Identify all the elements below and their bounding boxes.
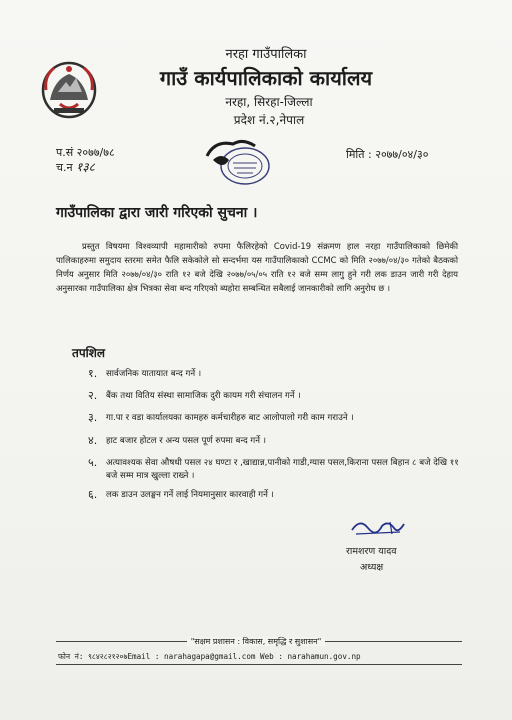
- office-province: प्रदेश नं.२,नेपाल: [233, 113, 305, 127]
- office-address: नरहा, सिरहा-जिल्ला: [225, 95, 313, 109]
- list-item: ५. अत्यावश्यक सेवा औषधी पसल २४ घण्टा र ,खाद्यान्न,पानीको गाडी,ग्यास पसल,किराना पसल बिहान ८ बजे देखि ११ बजे सम्म मात्र खुल्ला राख्ने ।: [88, 456, 459, 481]
- office-name: गाउँ कार्यपालिकाको कार्यालय: [159, 66, 373, 90]
- details-heading: तपशिल: [72, 346, 106, 360]
- list-item: ६. लक डाउन उलङ्घन गर्ने लाई नियमानुसार कारवाही गर्ने ।: [88, 488, 274, 501]
- signatory-title: अध्यक्ष: [360, 562, 384, 573]
- letterhead: [0, 44, 512, 128]
- signature-icon: [350, 516, 406, 538]
- list-item: ३. गा.पा र वडा कार्यालयका कामहरु कर्मचारीहरु बाट आलोपालो गरी काम गराउने ।: [88, 411, 354, 424]
- municipality-name: नरहा गाउँपालिका: [225, 47, 307, 62]
- footer-divider-bottom: [56, 664, 462, 665]
- notice-date: मिति : २०७७/०४/३०: [346, 148, 429, 161]
- notice-paragraph: प्रस्तुत विषयमा विश्वव्यापी महामारीको रुपमा फैलिरहेको Covid-19 संक्रमण हाल नरहा गाउँपालिकाको छिमेकी पालिकाहरुमा समुदाय स्तरमा समेत फैलि सकेकोले सो सन्दर्भमा यस गाउँपालिकाको CCMC को मिति २०७७/०४/३० गतेको बैठकको निर्णय अनुसार मिति २०७७/०४/३० राति १२ बजे देखि २०७७/०५/०५ राति १२ बजे सम्म लागु हुने गरी लक डाउन जारी गरी देहाय अनुसारका गाउँपालिका क्षेत्र भित्रका सेवा बन्द गरिएको ब्यहोरा सम्बन्धित सबैलाई जानकारीको लागि अनुरोध छ ।: [56, 241, 458, 293]
- dispatch-value: १३८: [76, 160, 95, 174]
- list-item: २. बैंक तथा वितिय संस्था सामाजिक दुरी कायम गरी संचालन गर्ने ।: [88, 389, 301, 402]
- slogan: "सक्षम प्रशासन : विकास, समृद्धि र सुशासन": [0, 636, 512, 647]
- list-item: ४. हाट बजार होटल र अन्य पसल पूर्ण रुपमा बन्द गर्ने ।: [88, 434, 266, 447]
- dispatch-number: [56, 160, 115, 175]
- notice-title: गाउँपालिका द्वारा जारी गरिएको सुचना ।: [56, 205, 258, 221]
- fiscal-year: प.सं २०७७/७८: [56, 146, 115, 159]
- reference-block: [56, 145, 115, 175]
- details-list: [88, 368, 468, 502]
- contact-footer: फोन नं: ९८४२८२१२०७Email : narahagapa@gmail.com Web : narahamun.gov.np: [58, 652, 361, 661]
- office-stamp-icon: [203, 136, 273, 188]
- signatory-name: रामशरण यादव: [346, 546, 397, 557]
- dispatch-label: च.न: [56, 161, 73, 174]
- list-item: १. सार्वजनिक यातायात बन्द गर्ने ।: [88, 367, 202, 380]
